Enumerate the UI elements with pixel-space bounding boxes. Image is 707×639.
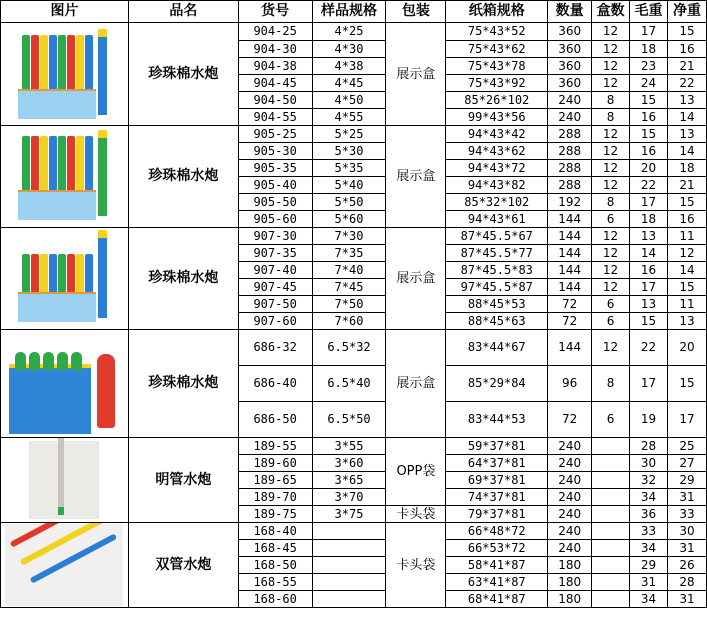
box-count: 8 [592,366,630,402]
box-count: 8 [592,194,630,211]
header-row [1,1,707,23]
carton-spec: 87*45.5*77 [446,245,548,262]
header-item-no: 货号 [238,1,312,23]
carton-spec: 58*41*87 [446,557,548,574]
sample-spec: 4*50 [312,92,386,109]
gross-weight: 15 [630,313,668,330]
carton-spec: 59*37*81 [446,438,548,455]
item-no: 905-30 [238,143,312,160]
quantity: 240 [548,455,592,472]
sample-spec: 3*65 [312,472,386,489]
gross-weight: 15 [630,126,668,143]
net-weight: 21 [667,58,706,75]
sample-spec: 5*25 [312,126,386,143]
product-name: 珍珠棉水炮 [128,23,238,126]
box-count [592,455,630,472]
table-row [1,438,707,455]
box-count [592,557,630,574]
box-count: 12 [592,177,630,194]
carton-spec: 79*37*81 [446,506,548,523]
box-count [592,523,630,540]
quantity: 144 [548,279,592,296]
net-weight: 14 [667,109,706,126]
item-no: 905-25 [238,126,312,143]
carton-spec: 85*32*102 [446,194,548,211]
foam-tube [49,136,57,198]
gross-weight: 19 [630,402,668,438]
net-weight: 17 [667,402,706,438]
box-count [592,438,630,455]
product-photo-illustration [5,524,123,606]
gross-weight: 15 [630,92,668,109]
net-weight: 26 [667,557,706,574]
foam-tube [31,136,39,198]
gross-weight: 13 [630,296,668,313]
gross-weight: 34 [630,591,668,608]
net-weight: 11 [667,296,706,313]
product-name: 珍珠棉水炮 [128,330,238,438]
box-count: 12 [592,279,630,296]
carton-spec: 83*44*53 [446,402,548,438]
header-packing: 包装 [386,1,446,23]
sample-spec: 3*60 [312,455,386,472]
gross-weight: 24 [630,75,668,92]
foam-tube [58,136,66,198]
product-photo [1,23,129,126]
foam-tube-single [98,230,107,318]
net-weight: 15 [667,366,706,402]
item-no: 189-65 [238,472,312,489]
item-no: 904-38 [238,58,312,75]
sample-spec: 5*30 [312,143,386,160]
product-photo [1,228,129,330]
item-no: 904-25 [238,23,312,41]
box-count [592,540,630,557]
sample-spec: 3*75 [312,506,386,523]
quantity: 360 [548,23,592,41]
quantity: 180 [548,557,592,574]
box-count: 12 [592,41,630,58]
item-no: 907-40 [238,262,312,279]
quantity: 144 [548,228,592,245]
quantity: 144 [548,245,592,262]
item-no: 686-32 [238,330,312,366]
table-row [1,330,707,366]
carton-spec: 94*43*62 [446,143,548,160]
box-count: 12 [592,23,630,41]
gross-weight: 17 [630,194,668,211]
double-tube-gun [30,533,118,583]
box-count: 6 [592,296,630,313]
quantity: 240 [548,92,592,109]
gross-weight: 23 [630,58,668,75]
carton-spec: 85*26*102 [446,92,548,109]
product-photo [1,126,129,228]
sample-spec: 6.5*32 [312,330,386,366]
item-no: 168-60 [238,591,312,608]
foam-tube [22,35,30,97]
header-sample-spec: 样品规格 [312,1,386,23]
box-count: 6 [592,313,630,330]
sample-spec: 6.5*50 [312,402,386,438]
sample-spec: 5*40 [312,177,386,194]
box-count [592,506,630,523]
gross-weight: 16 [630,143,668,160]
box-count: 6 [592,211,630,228]
item-no: 686-40 [238,366,312,402]
product-photo-illustration [29,441,99,519]
clear-tube [58,438,64,516]
gross-weight: 30 [630,455,668,472]
net-weight: 21 [667,177,706,194]
foam-tube [58,35,66,97]
sample-spec: 3*55 [312,438,386,455]
packing: 展示盒 [386,330,446,438]
box-count [592,591,630,608]
item-no: 686-50 [238,402,312,438]
gross-weight: 22 [630,177,668,194]
foam-tube [31,35,39,97]
net-weight: 16 [667,41,706,58]
item-no: 907-30 [238,228,312,245]
gross-weight: 20 [630,160,668,177]
item-no: 168-55 [238,574,312,591]
gross-weight: 16 [630,109,668,126]
foam-tube [40,136,48,198]
item-no: 189-55 [238,438,312,455]
quantity: 288 [548,160,592,177]
net-weight: 30 [667,523,706,540]
sample-spec: 7*60 [312,313,386,330]
sample-spec: 7*30 [312,228,386,245]
foam-tube [49,35,57,97]
foam-tube [67,136,75,198]
gross-weight: 32 [630,472,668,489]
quantity: 144 [548,330,592,366]
net-weight: 18 [667,160,706,177]
product-photo [1,438,129,523]
box-count: 6 [592,402,630,438]
carton-spec: 66*48*72 [446,523,548,540]
net-weight: 28 [667,574,706,591]
carton-spec: 97*45.5*87 [446,279,548,296]
gross-weight: 31 [630,574,668,591]
item-no: 905-50 [238,194,312,211]
gross-weight: 33 [630,523,668,540]
net-weight: 12 [667,245,706,262]
gross-weight: 34 [630,540,668,557]
quantity: 96 [548,366,592,402]
item-no: 907-35 [238,245,312,262]
gross-weight: 22 [630,330,668,366]
carton-spec: 94*43*42 [446,126,548,143]
packing: OPP袋 [386,438,446,506]
sample-spec: 5*50 [312,194,386,211]
net-weight: 31 [667,540,706,557]
carton-spec: 94*43*72 [446,160,548,177]
box-count [592,472,630,489]
table-row [1,523,707,540]
net-weight: 16 [667,211,706,228]
quantity: 240 [548,472,592,489]
carton-spec: 75*43*78 [446,58,548,75]
carton-spec: 68*41*87 [446,591,548,608]
net-weight: 33 [667,506,706,523]
carton-spec: 64*37*81 [446,455,548,472]
product-name: 珍珠棉水炮 [128,126,238,228]
packing: 卡头袋 [386,506,446,523]
product-photo-illustration [18,134,110,220]
quantity: 240 [548,438,592,455]
carton-spec: 69*37*81 [446,472,548,489]
quantity: 180 [548,574,592,591]
sample-spec: 4*38 [312,58,386,75]
foam-tube-single [98,29,107,115]
quantity: 192 [548,194,592,211]
item-no: 907-60 [238,313,312,330]
quantity: 72 [548,313,592,330]
net-weight: 13 [667,313,706,330]
gross-weight: 18 [630,41,668,58]
net-weight: 14 [667,262,706,279]
quantity: 240 [548,523,592,540]
red-foam-tube [97,354,115,428]
item-no: 905-60 [238,211,312,228]
gross-weight: 16 [630,262,668,279]
packing: 展示盒 [386,228,446,330]
item-no: 904-30 [238,41,312,58]
green-handle [15,352,26,370]
box-count: 12 [592,262,630,279]
box-count: 12 [592,75,630,92]
carton-spec: 94*43*82 [446,177,548,194]
carton-spec: 83*44*67 [446,330,548,366]
box-count: 8 [592,92,630,109]
carton-spec: 87*45.5*67 [446,228,548,245]
item-no: 168-50 [238,557,312,574]
carton-spec: 75*43*92 [446,75,548,92]
product-photo-illustration [18,29,110,119]
table-row [1,126,707,143]
net-weight: 22 [667,75,706,92]
item-no: 189-75 [238,506,312,523]
gross-weight: 28 [630,438,668,455]
quantity: 288 [548,143,592,160]
box-count [592,574,630,591]
foam-tube [67,35,75,97]
item-no: 189-60 [238,455,312,472]
product-photo-illustration [9,334,119,434]
product-photo [1,330,129,438]
box-count: 12 [592,330,630,366]
quantity: 360 [548,41,592,58]
carton-spec: 74*37*81 [446,489,548,506]
carton-spec: 63*41*87 [446,574,548,591]
carton-spec: 75*43*52 [446,23,548,41]
quantity: 240 [548,489,592,506]
foam-tube-single [98,130,107,216]
sample-spec: 5*60 [312,211,386,228]
foam-tube [76,136,84,198]
gross-weight: 13 [630,228,668,245]
sample-spec: 5*35 [312,160,386,177]
net-weight: 15 [667,279,706,296]
gross-weight: 29 [630,557,668,574]
item-no: 168-45 [238,540,312,557]
net-weight: 31 [667,489,706,506]
net-weight: 20 [667,330,706,366]
net-weight: 13 [667,92,706,109]
packing: 展示盒 [386,23,446,126]
box-count: 8 [592,109,630,126]
item-no: 189-70 [238,489,312,506]
sample-spec: 4*25 [312,23,386,41]
header-carton-spec: 纸箱规格 [446,1,548,23]
net-weight: 15 [667,23,706,41]
net-weight: 13 [667,126,706,143]
net-weight: 31 [667,591,706,608]
product-name: 明管水炮 [128,438,238,523]
quantity: 240 [548,540,592,557]
carton-spec: 99*43*56 [446,109,548,126]
quantity: 72 [548,296,592,313]
quantity: 360 [548,75,592,92]
green-handle [57,352,68,370]
sample-spec [312,557,386,574]
header-gross-weight: 毛重 [630,1,668,23]
display-box [18,89,96,119]
box-count: 12 [592,228,630,245]
header-image: 图片 [1,1,129,23]
item-no: 905-40 [238,177,312,194]
sample-spec [312,523,386,540]
net-weight: 27 [667,455,706,472]
item-no: 168-40 [238,523,312,540]
net-weight: 29 [667,472,706,489]
product-photo-illustration [18,236,110,322]
green-handle [29,352,40,370]
packing: 展示盒 [386,126,446,228]
quantity: 360 [548,58,592,75]
carton-spec: 88*45*63 [446,313,548,330]
gross-weight: 17 [630,366,668,402]
net-weight: 11 [667,228,706,245]
box-count: 12 [592,126,630,143]
carton-spec: 75*43*62 [446,41,548,58]
header-net-weight: 净重 [667,1,706,23]
sample-spec: 7*50 [312,296,386,313]
box-count: 12 [592,58,630,75]
item-no: 907-45 [238,279,312,296]
carton-spec: 94*43*61 [446,211,548,228]
display-box [18,190,96,220]
net-weight: 14 [667,143,706,160]
sample-spec: 7*40 [312,262,386,279]
carton-spec: 85*29*84 [446,366,548,402]
sample-spec: 4*55 [312,109,386,126]
sample-spec [312,591,386,608]
product-name: 双管水炮 [128,523,238,608]
quantity: 72 [548,402,592,438]
product-photo [1,523,129,608]
sample-spec: 4*30 [312,41,386,58]
green-handle [71,352,82,370]
sample-spec: 4*45 [312,75,386,92]
net-weight: 25 [667,438,706,455]
header-quantity: 数量 [548,1,592,23]
gross-weight: 34 [630,489,668,506]
box-count: 12 [592,160,630,177]
quantity: 288 [548,177,592,194]
net-weight: 15 [667,194,706,211]
sample-spec: 7*35 [312,245,386,262]
box-count: 12 [592,245,630,262]
foam-tube [85,136,93,198]
sample-spec [312,574,386,591]
packing: 卡头袋 [386,523,446,608]
table-row [1,228,707,245]
quantity: 240 [548,109,592,126]
carton-spec: 66*53*72 [446,540,548,557]
quantity: 180 [548,591,592,608]
quantity: 240 [548,506,592,523]
foam-tube [85,35,93,97]
gross-weight: 17 [630,23,668,41]
gross-weight: 14 [630,245,668,262]
carton-spec: 87*45.5*83 [446,262,548,279]
gross-weight: 18 [630,211,668,228]
product-name: 珍珠棉水炮 [128,228,238,330]
item-no: 907-50 [238,296,312,313]
header-product-name: 品名 [128,1,238,23]
quantity: 144 [548,262,592,279]
foam-tube [76,35,84,97]
green-handle [43,352,54,370]
item-no: 905-35 [238,160,312,177]
item-no: 904-55 [238,109,312,126]
gross-weight: 17 [630,279,668,296]
display-box [18,292,96,322]
sample-spec [312,540,386,557]
quantity: 288 [548,126,592,143]
box-count: 12 [592,143,630,160]
box-count [592,489,630,506]
foam-tube [22,136,30,198]
foam-tube [40,35,48,97]
sample-spec: 6.5*40 [312,366,386,402]
sample-spec: 7*45 [312,279,386,296]
carton-spec: 88*45*53 [446,296,548,313]
item-no: 904-50 [238,92,312,109]
table-row [1,23,707,41]
display-box [9,364,91,434]
header-box-count: 盒数 [592,1,630,23]
item-no: 904-45 [238,75,312,92]
sample-spec: 3*70 [312,489,386,506]
quantity: 144 [548,211,592,228]
gross-weight: 36 [630,506,668,523]
